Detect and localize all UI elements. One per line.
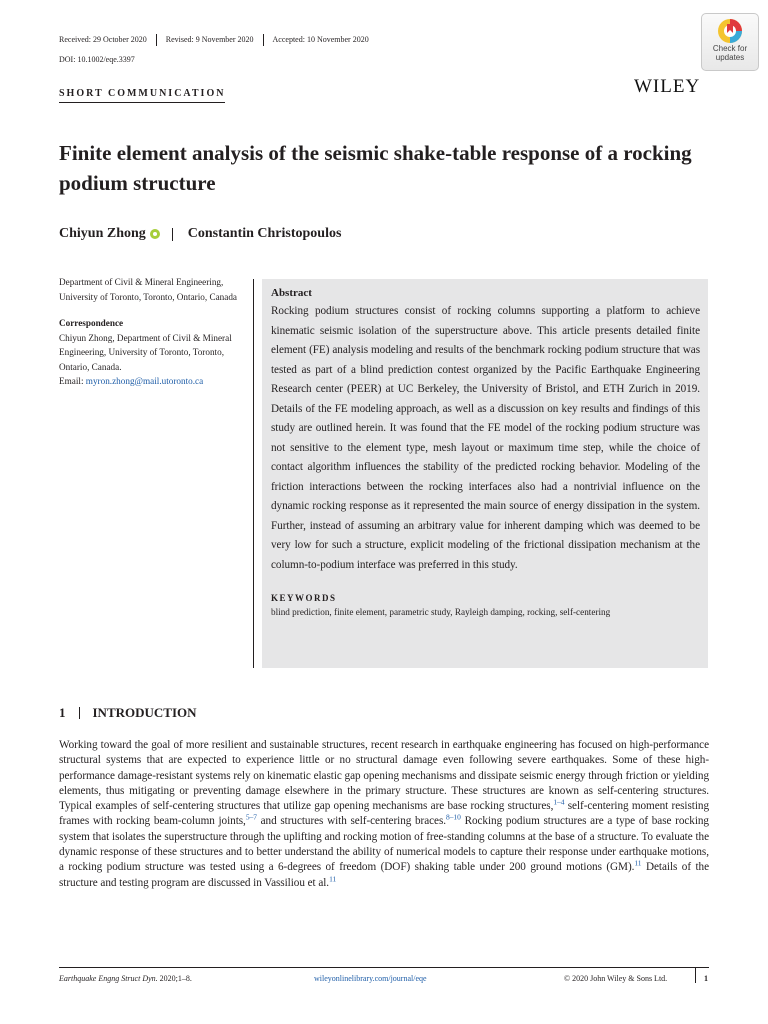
footer-rule	[59, 967, 709, 968]
author-separator	[172, 228, 173, 241]
keywords-text: blind prediction, finite element, parametric study, Rayleigh damping, rocking, self-centering	[271, 607, 611, 617]
section-number: 1	[59, 705, 66, 720]
article-title: Finite element analysis of the seismic shake-table response of a rocking podium structure	[59, 141, 692, 195]
author-name[interactable]: Constantin Christopoulos	[187, 226, 342, 241]
section-separator	[79, 707, 80, 719]
abstract-text: Rocking podium structures consist of rocking columns supporting a platform to achieve kinematic seismic isolation of the superstructure above. This article presents detailed finite element (FE) analysis modeling and results of the benchmark rocking podium structure that was tested as part of a blind prediction contest organized by the Pacific Earthquake Engineering Research center (PEER) at UC Berkeley, the University of Bristol, and ETH Zurich in 2019. Details of the FE modeling approach, as well as a discussion on key results and findings of this study are outlined herein. It was found that the FE model of the rocking podium structure was not sensitive to the element type, mesh layout or maximum time step, while the choice of contact algorithm influences the stability of the predicted rocking behavior. Modeling of the friction interactions between the rocking interfaces also had a nontrivial influence on the dynamic rocking response as it represented the main source of energy dissipation in the system. Further, instead of assuming an arbitrary value for inherent damping which was deemed to be very low for such a structure, explicit modeling of the frictional dissipation mechanism at the column-to-podium interface was preferred in this study.	[271, 305, 700, 571]
footer-year-pages: 2020;1–8.	[157, 974, 192, 983]
body-text-segment: Working toward the goal of more resilient and sustainable structures, recent research in earthquake engineering has focused on high-performance structural systems that are expected to experience little or no structural damage even following severe earthquakes. Some of these high-performance damage-resistant systems rely on kinematic elastic gap opening mechanisms and dissipate seismic energy through friction or yielding elements, thus mitigating or preventing damage elsewhere in the primary structure. These structures are known as self-centering structures. Typical examples of self-centering structures that utilize gap opening mechanisms are base rocking structures,	[59, 739, 709, 813]
body-text-segment: Rocking podium structures are a type of base rocking system that isolates the superstructure through the uplifting and rocking motion of free-standing columns at the base of a structure. To evaluate the dynamic response of these structures and to better understand the ability of numerical models to capture their response under earthquake motions, a rocking podium structure was tested using a 6-degrees of freedom (DOF) shaking table under 200 ground motions (GM).	[59, 815, 709, 874]
email-link[interactable]: myron.zhong@mail.utoronto.ca	[85, 376, 204, 386]
column-divider	[253, 279, 254, 668]
article-type: SHORT COMMUNICATION	[59, 88, 225, 103]
introduction-paragraph	[59, 738, 709, 891]
citation-link[interactable]: 8–10	[446, 812, 461, 822]
page-number: 1	[695, 968, 708, 983]
correspondence-text: Chiyun Zhong, Department of Civil & Mineral Engineering, University of Toronto, Toronto, Ontario, Canada.	[59, 332, 232, 372]
check-for-updates-button[interactable]	[701, 13, 759, 71]
check-updates-label-2: updates	[715, 53, 745, 62]
body-text-segment: Details of the structure and testing program are discussed in Vassiliou et al.	[59, 861, 709, 889]
publisher-logo: WILEY	[634, 76, 701, 97]
affiliation-column	[59, 275, 249, 389]
email-label: Email:	[59, 376, 84, 386]
citation-link[interactable]: 5–7	[245, 812, 257, 822]
author-list	[59, 226, 341, 242]
abstract-box	[262, 279, 708, 668]
citation-link[interactable]: 11	[329, 873, 337, 883]
section-heading	[59, 705, 197, 721]
accepted-date: Accepted: 10 November 2020	[263, 34, 378, 46]
keywords-heading: KEYWORDS	[271, 593, 337, 603]
citation-link[interactable]: 11	[634, 858, 642, 868]
section-title: INTRODUCTION	[92, 705, 197, 720]
received-date: Received: 29 October 2020	[59, 35, 147, 44]
orcid-icon[interactable]	[150, 229, 160, 239]
footer-copyright: © 2020 John Wiley & Sons Ltd.	[564, 974, 668, 983]
affiliation: Department of Civil & Mineral Engineering, University of Toronto, Toronto, Ontario, Canada	[59, 277, 238, 302]
correspondence-heading: Correspondence	[59, 318, 124, 328]
doi[interactable]: DOI: 10.1002/eqe.3397	[59, 55, 135, 64]
footer-citation	[59, 974, 192, 983]
author-name[interactable]: Chiyun Zhong	[59, 226, 146, 241]
body-text-segment: self-centering moment resisting frames with rocking beam-column joints,	[59, 800, 709, 828]
footer-journal: Earthquake Engng Struct Dyn.	[59, 974, 158, 983]
check-updates-label-1: Check for	[712, 44, 748, 53]
email-line	[59, 374, 249, 389]
body-text-segment: and structures with self-centering braces.	[256, 815, 447, 828]
abstract-heading: Abstract	[271, 287, 312, 299]
citation-link[interactable]: 1–4	[553, 797, 565, 807]
footer-journal-link[interactable]: wileyonlinelibrary.com/journal/eqe	[314, 974, 427, 983]
crossmark-icon	[717, 18, 743, 44]
article-dates	[59, 34, 378, 46]
revised-date: Revised: 9 November 2020	[156, 34, 263, 46]
